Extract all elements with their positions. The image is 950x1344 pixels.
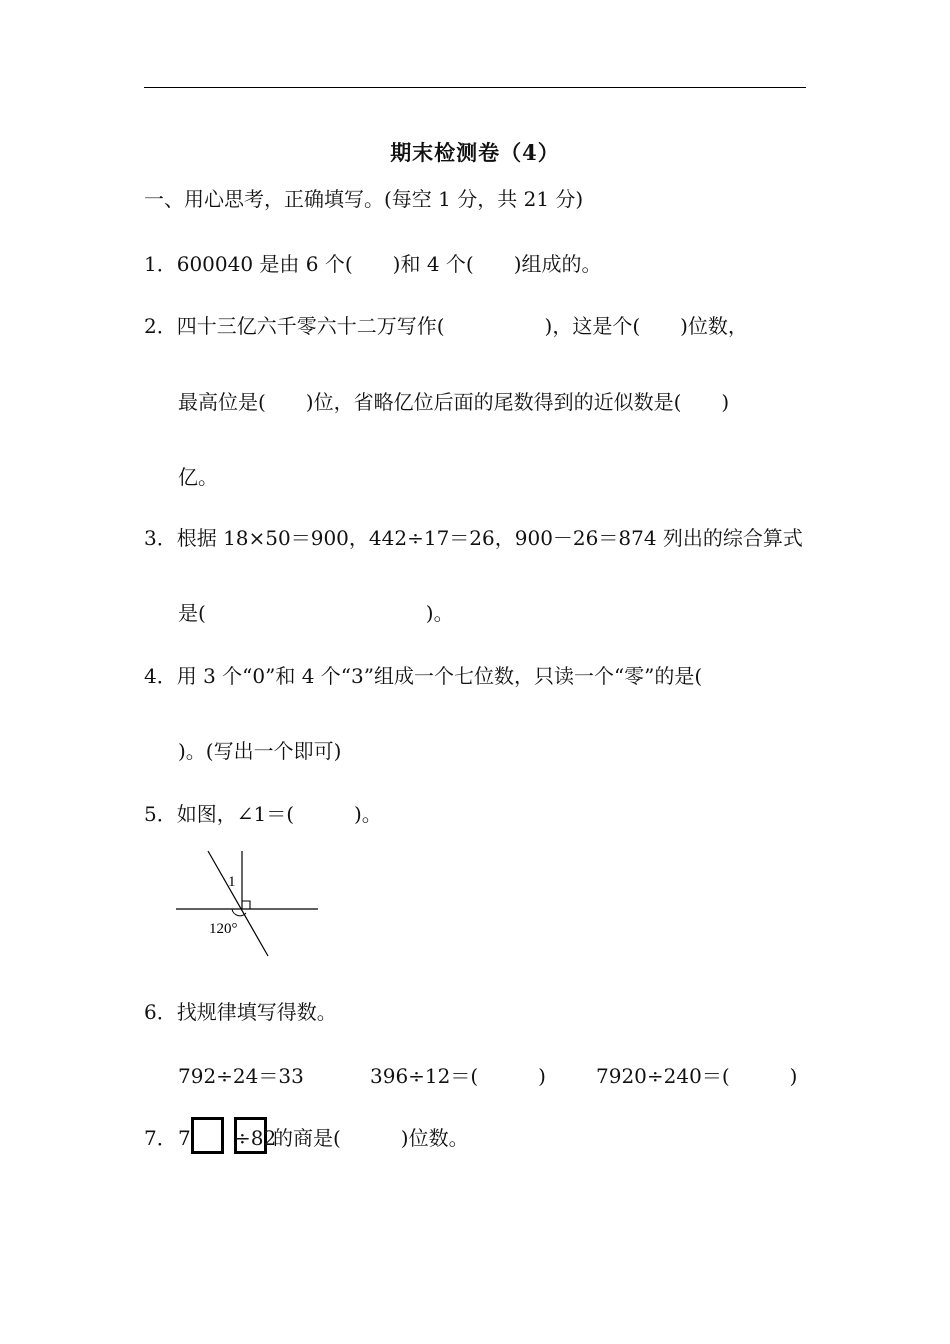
- header-rule: [144, 87, 806, 88]
- pattern-equation-3: 7920÷240＝( ): [596, 1064, 798, 1088]
- question-7-number: 7．: [144, 1126, 177, 1150]
- angle-arc: [232, 909, 246, 916]
- page-title: 期末检测卷（4）: [390, 140, 560, 165]
- question-6: 6．找规律填写得数。: [144, 1000, 337, 1024]
- angle-120-label: 120°: [209, 921, 238, 937]
- pattern-equation-2: 396÷12＝( ): [370, 1064, 546, 1088]
- right-angle-mark: [242, 901, 250, 909]
- question-7-rest: 的商是( )位数。: [273, 1126, 469, 1150]
- pattern-equation-1: 792÷24＝33: [178, 1064, 304, 1088]
- question-7-digit: 7: [178, 1126, 191, 1150]
- blank-box-1: [191, 1117, 224, 1154]
- slanted-line: [208, 851, 268, 956]
- section-heading: 一、用心思考，正确填写。(每空 1 分，共 21 分): [144, 187, 584, 211]
- question-7-divisor: ÷82: [234, 1126, 277, 1150]
- question-3-line2: 是( )。: [178, 601, 454, 625]
- question-2-line3: 亿。: [178, 465, 218, 489]
- question-3-line1: 3．根据 18×50＝900，442÷17＝26，900－26＝874 列出的综合算式: [144, 526, 803, 550]
- question-2-line2: 最高位是( )位，省略亿位后面的尾数得到的近似数是( ): [178, 390, 730, 414]
- question-1: 1．600040 是由 6 个( )和 4 个( )组成的。: [144, 252, 602, 276]
- question-4-line2: )。(写出一个即可): [178, 739, 342, 763]
- question-2-line1: 2．四十三亿六千零六十二万写作( )，这是个( )位数，: [144, 314, 748, 338]
- angle-figure: [170, 845, 330, 965]
- question-5: 5．如图，∠1＝( )。: [144, 802, 382, 826]
- question-4-line1: 4．用 3 个“0”和 4 个“3”组成一个七位数，只读一个“零”的是(: [144, 664, 703, 688]
- angle-1-label: 1: [228, 874, 236, 890]
